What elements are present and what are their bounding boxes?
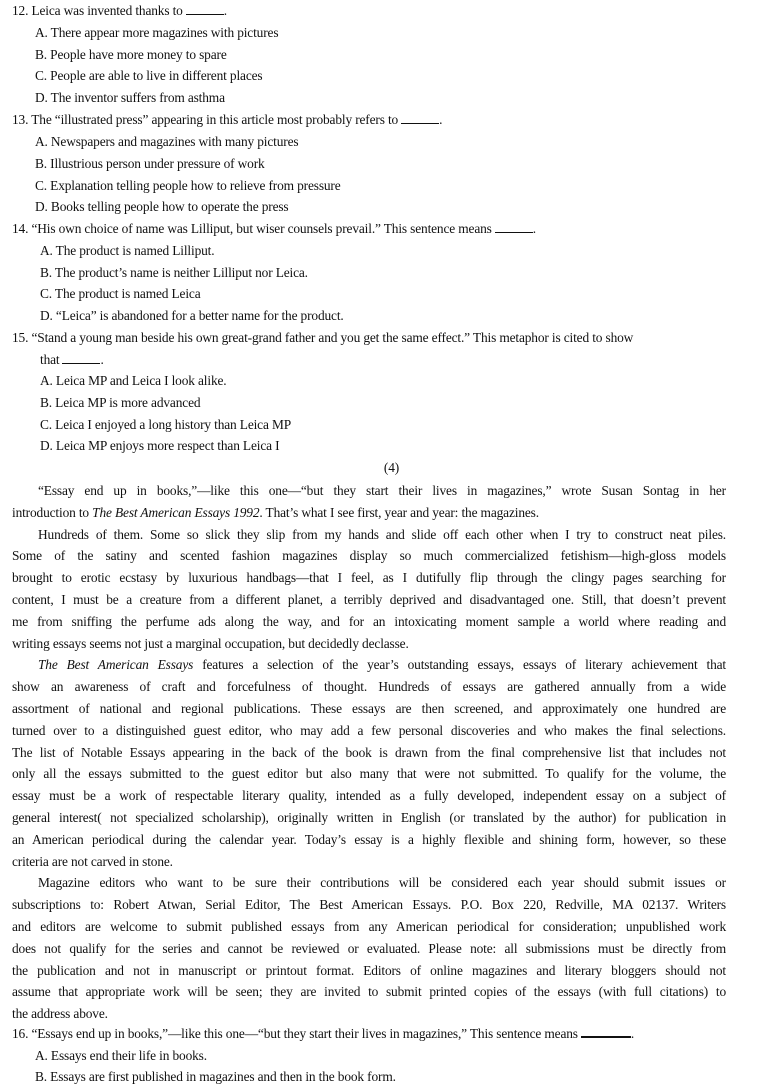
paragraph-3-line bbox=[12, 654, 726, 676]
question-14-option-a: A. The product is named Lilliput. bbox=[40, 243, 215, 258]
question-text: 13. The “illustrated press” appearing in this article most probably refers to bbox=[12, 112, 399, 127]
passage bbox=[12, 480, 726, 1025]
text-run: features a selection of the year’s outstanding essays, essays of literary achievement that bbox=[193, 657, 726, 673]
book-title: The Best American Essays bbox=[38, 657, 194, 673]
question-12-option-b: B. People have more money to spare bbox=[35, 47, 227, 62]
paragraph-4-line: the address above. bbox=[12, 1006, 108, 1022]
question-16-option-a: A. Essays end their life in books. bbox=[35, 1048, 207, 1063]
paragraph-4-line: does not qualify for the series and cannot be reviewed or evaluated. Please note: all submissions must be directly from bbox=[12, 940, 726, 956]
question-15-option-b: B. Leica MP is more advanced bbox=[40, 395, 201, 410]
question-14-option-b: B. The product’s name is neither Lilliput nor Leica. bbox=[40, 265, 308, 280]
paragraph-1-line: “Essay end up in books,”—like this one—“but they start their lives in magazines,” wrote Susan Sontag in her bbox=[38, 483, 726, 498]
question-12-stem bbox=[12, 3, 227, 19]
question-15-option-c: C. Leica I enjoyed a long history than Leica MP bbox=[40, 417, 292, 432]
question-15-stem-continuation bbox=[40, 352, 104, 368]
stem-suffix: . bbox=[100, 352, 104, 367]
answer-blank bbox=[186, 4, 224, 15]
paragraph-3-line: essay must be a work of respectable literary quality, intended as a fully developed, independent essay on a subject of bbox=[12, 788, 726, 804]
stem-suffix: . bbox=[630, 1026, 635, 1041]
paragraph-2-line: content, I must be a creature from a different planet, a terribly deprived and disadvantaged one. Still, that doesn’t prevent bbox=[12, 591, 726, 607]
paragraph-3-line: an American periodical during the calendar year. Today’s essay is a highly flexible and shining form, however, so these bbox=[12, 831, 726, 847]
answer-blank bbox=[495, 222, 533, 233]
question-12-option-a: A. There appear more magazines with pictures bbox=[35, 25, 279, 40]
question-13-option-c: C. Explanation telling people how to relieve from pressure bbox=[35, 178, 341, 193]
section-number: (4) bbox=[383, 460, 400, 475]
paragraph-2-line: brought to erotic ecstasy by luxurious handbags—that I feel, as I dutifully flip through the clingy pages searching for bbox=[12, 570, 726, 586]
paragraph-2-line: Hundreds of them. Some so slick they slip from my hands and slide off each other when I try to construct neat piles. bbox=[38, 526, 726, 542]
book-title: The Best American Essays 1992 bbox=[92, 504, 260, 520]
stem-suffix: . bbox=[532, 221, 536, 236]
question-14-stem bbox=[12, 221, 536, 237]
paragraph-4-line: subscriptions to: Robert Atwan, Serial Editor, The Best American Essays. P.O. Box 220, Redville, MA 02137. Writers bbox=[12, 897, 726, 913]
paragraph-1-line bbox=[12, 502, 726, 524]
answer-blank bbox=[401, 113, 439, 124]
stem-suffix: . bbox=[223, 3, 227, 18]
question-13-option-b: B. Illustrious person under pressure of work bbox=[35, 156, 265, 171]
paragraph-4-line: Magazine editors who want to be sure their contributions will be considered each year should submit issues or bbox=[38, 875, 726, 891]
paragraph-3-line: The list of Notable Essays appearing in the back of the book is drawn from the final comprehensive list that includes not bbox=[12, 744, 726, 760]
question-16-stem bbox=[12, 1026, 634, 1042]
question-12-option-d: D. The inventor suffers from asthma bbox=[35, 90, 225, 105]
question-text: 16. “Essays end up in books,”—like this one—“but they start their lives in magazines,” This sentence means bbox=[12, 1026, 578, 1041]
question-text: 14. “His own choice of name was Lilliput, but wiser counsels prevail.” This sentence means bbox=[12, 221, 492, 236]
question-13-option-d: D. Books telling people how to operate the press bbox=[35, 199, 289, 214]
answer-blank bbox=[581, 1026, 631, 1038]
paragraph-3-line: criteria are not carved in stone. bbox=[12, 853, 173, 869]
text-run: introduction to bbox=[12, 504, 93, 520]
paragraph-2-line: Some of the satiny and scented fashion magazines display so much commercialized fetishism—high-gloss models bbox=[12, 548, 726, 564]
question-15-option-d: D. Leica MP enjoys more respect than Leica I bbox=[40, 438, 280, 453]
question-12-option-c: C. People are able to live in different places bbox=[35, 68, 263, 83]
question-14-option-c: C. The product is named Leica bbox=[40, 286, 201, 301]
question-13-option-a: A. Newspapers and magazines with many pictures bbox=[35, 134, 299, 149]
paragraph-2-line: me from sniffing the perfume ads along the way, and for an intoxicating moment sample a world where reading and bbox=[12, 613, 726, 629]
question-text: 12. Leica was invented thanks to bbox=[12, 3, 183, 18]
paragraph-4-line: assume that appropriate work will be seen; they are invited to submit printed copies of the essays (with full citations) to bbox=[12, 984, 726, 1000]
text-run: . That’s what I see first, year and year: the magazines. bbox=[259, 504, 539, 520]
paragraph-3-line: only all the essays submitted to the guest editor but also many that were not submitted. To qualify for the volume, the bbox=[12, 766, 726, 782]
paragraph-3-line: general interest( not specialized scholarship), originally written in English (or translated by the author) for publication in bbox=[12, 809, 726, 825]
paragraph-3-line: turned over to a distinguished guest editor, who may add a few personal discoveries and who makes the final selections. bbox=[12, 722, 726, 738]
paragraph-2-line: writing essays seems not just a marginal occupation, but decidedly declasse. bbox=[12, 635, 409, 651]
question-text-cont: that bbox=[40, 352, 60, 367]
stem-suffix: . bbox=[439, 112, 443, 127]
question-13-stem bbox=[12, 112, 442, 128]
question-15-option-a: A. Leica MP and Leica I look alike. bbox=[40, 373, 227, 388]
paragraph-3-line: show an awareness of craft and forcefulness of thought. Hundreds of essays are gathered annually from a wide bbox=[12, 679, 726, 695]
answer-blank bbox=[62, 353, 100, 364]
paragraph-4-line: and editors are welcome to submit published essays from any American periodical for consideration; unpublished work bbox=[12, 918, 726, 934]
question-14-option-d: D. “Leica” is abandoned for a better name for the product. bbox=[40, 308, 344, 323]
question-16-option-b: B. Essays are first published in magazines and then in the book form. bbox=[35, 1069, 396, 1084]
paragraph-3-line: assortment of national and regional publications. These essays are then screened, and approximately one hundred are bbox=[12, 700, 726, 716]
question-15-stem: 15. “Stand a young man beside his own great-grand father and you get the same effect.” This metaphor is cited to show bbox=[12, 330, 634, 345]
paragraph-4-line: the publication and not in manuscript or printout format. Editors of online magazines and literary bloggers should not bbox=[12, 962, 726, 978]
